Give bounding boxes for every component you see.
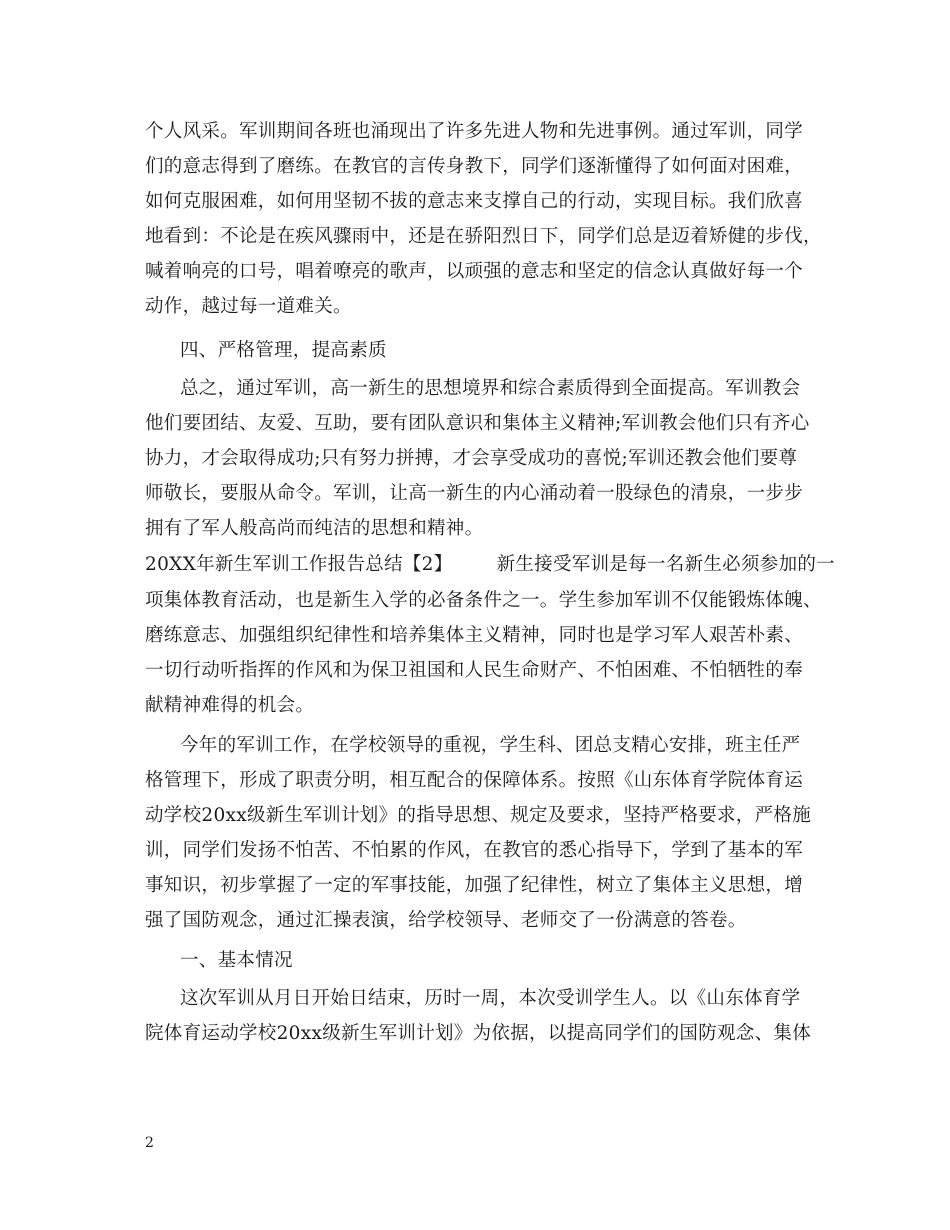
paragraph-line: 师敬长，要服从命令。军训，让高一新生的内心涌动着一股绿色的清泉，一步步	[145, 483, 804, 504]
paragraph-line: 献精神难得的机会。	[145, 695, 315, 716]
paragraph-line: 院体育运动学校20xx级新生军训计划》为依据，以提高同学们的国防观念、集体	[145, 1023, 812, 1044]
paragraph-line: 今年的军训工作，在学校领导的重视，学生科、团总支精心安排，班主任严	[180, 735, 801, 756]
paragraph-line: 个人风采。军训期间各班也涌现出了许多先进人物和先进事例。通过军训，同学	[145, 121, 804, 142]
paragraph-line: 喊着响亮的口号，唱着嘹亮的歌声，以顽强的意志和坚定的信念认真做好每一个	[145, 261, 804, 282]
report-heading-line	[145, 553, 835, 577]
paragraph-line: 动学校20xx级新生军训计划》的指导思想、规定及要求，坚持严格要求，严格施	[145, 805, 812, 826]
paragraph-line: 磨练意志、加强组织纪律性和培养集体主义精神，同时也是学习军人艰苦朴素、	[145, 625, 804, 646]
paragraph-line: 新生接受军训是每一名新生必须参加的一	[496, 554, 835, 575]
paragraph-line: 训，同学们发扬不怕苦、不怕累的作风，在教官的悉心指导下，学到了基本的军	[145, 840, 804, 861]
paragraph-line: 地看到：不论是在疾风骤雨中，还是在骄阳烈日下，同学们总是迈着矫健的步伐，	[145, 226, 822, 247]
section-heading: 四、严格管理，提高素质	[180, 340, 387, 361]
paragraph-line: 格管理下，形成了职责分明，相互配合的保障体系。按照《山东体育学院体育运	[145, 770, 804, 791]
paragraph-line: 如何克服困难，如何用坚韧不拔的意志来支撑自己的行动，实现目标。我们欣喜	[145, 191, 804, 212]
paragraph-line: 强了国防观念，通过汇操表演，给学校领导、老师交了一份满意的答卷。	[145, 910, 747, 931]
section-heading: 一、基本情况	[180, 950, 293, 971]
paragraph-line: 事知识，初步掌握了一定的军事技能，加强了纪律性，树立了集体主义思想，增	[145, 875, 804, 896]
paragraph-line: 协力，才会取得成功;只有努力拼搏，才会享受成功的喜悦;军训还教会他们要尊	[145, 448, 798, 469]
paragraph-line: 这次军训从月日开始日结束，历时一周，本次受训学生人。以《山东体育学	[180, 988, 801, 1009]
paragraph-line: 总之，通过军训，高一新生的思想境界和综合素质得到全面提高。军训教会	[180, 378, 801, 399]
paragraph-line: 们的意志得到了磨练。在教官的言传身教下，同学们逐渐懂得了如何面对困难，	[145, 156, 804, 177]
paragraph-line: 一切行动听指挥的作风和为保卫祖国和人民生命财产、不怕困难、不怕牺牲的奉	[145, 660, 804, 681]
paragraph-line: 项集体教育活动，也是新生入学的必备条件之一。学生参加军训不仅能锻炼体魄、	[145, 590, 822, 611]
page-number: 2	[145, 1135, 154, 1151]
paragraph-line: 拥有了军人般高尚而纯洁的思想和精神。	[145, 518, 484, 539]
paragraph-line: 动作，越过每一道难关。	[145, 296, 352, 317]
paragraph-line: 他们要团结、友爱、互助，要有团队意识和集体主义精神;军训教会他们只有齐心	[145, 413, 810, 434]
report-title: 20XX年新生军训工作报告总结【2】	[145, 554, 453, 575]
